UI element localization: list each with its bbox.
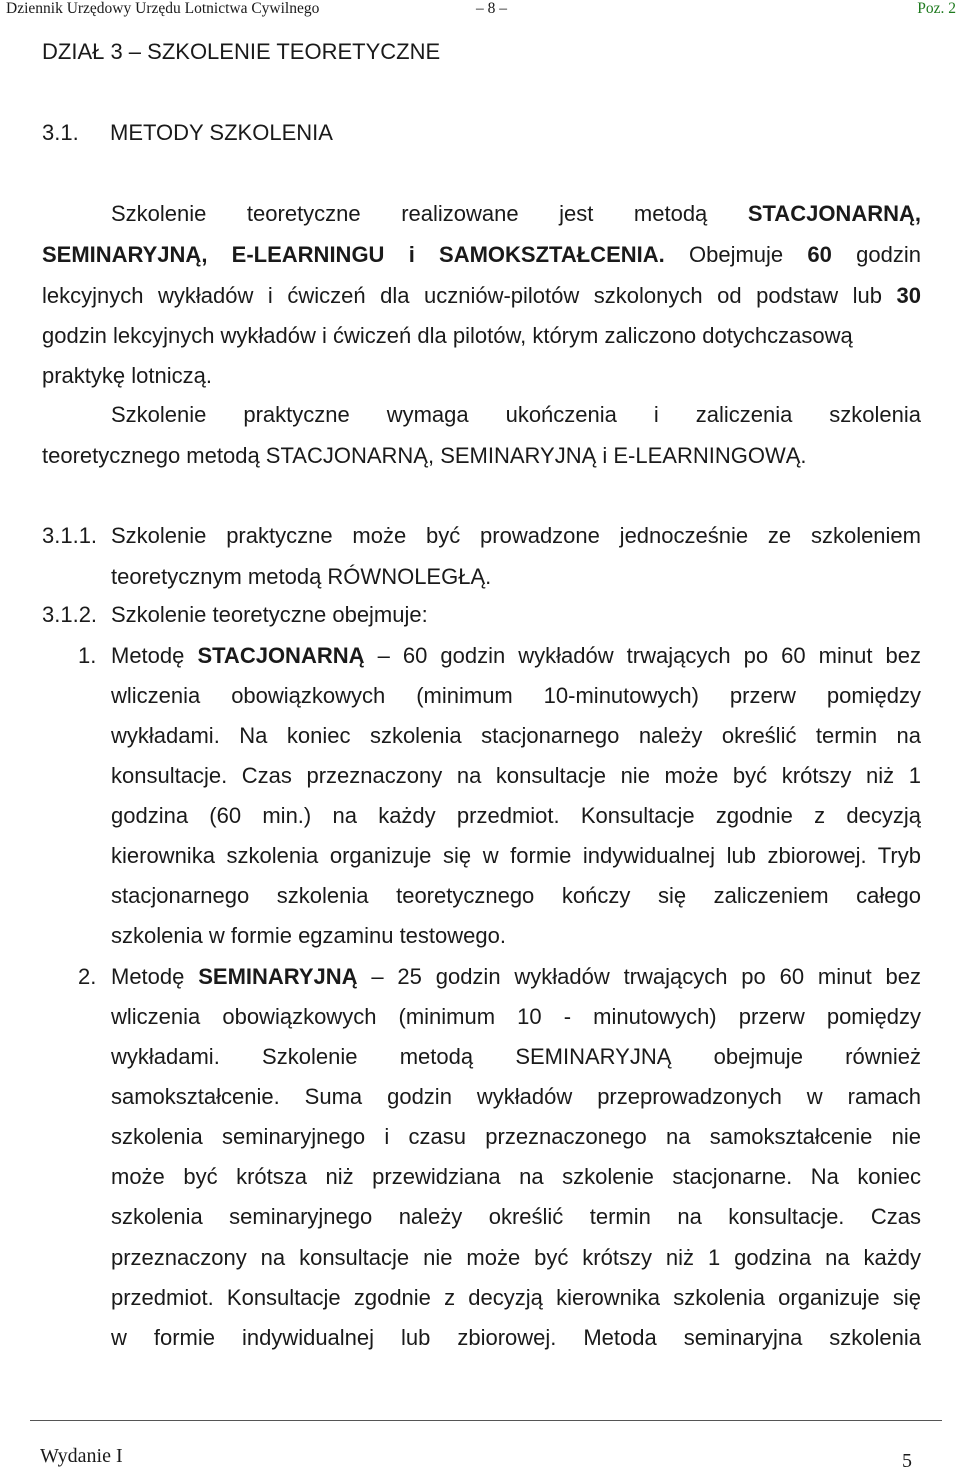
methods-list: SEMINARYJNĄ, E-LEARNINGU i SAMOKSZTAŁCENIA. — [42, 242, 665, 267]
hours-number: 60 — [807, 242, 832, 267]
text-line: kierownika szkolenia organizuje się w formie indywidualnej lub zbiorowej. Tryb — [111, 843, 921, 868]
word: metodą — [633, 201, 708, 226]
word: realizowane — [401, 201, 519, 226]
text-line: wliczenia obowiązkowych (minimum 10 - minutowych) przerw pomiędzy — [111, 1004, 921, 1029]
word: teoretyczne — [246, 201, 361, 226]
method-name: SEMINARYJNĄ — [198, 964, 358, 989]
journal-title: Dziennik Urzędowy Urzędu Lotnictwa Cywilnego — [6, 0, 320, 17]
hours-number: 30 — [896, 283, 921, 308]
line-text: – 25 godzin wykładów trwających po 60 minut bez — [371, 964, 921, 989]
text-line: stacjonarnego szkolenia teoretycznego kończy się zaliczeniem całego — [111, 883, 921, 908]
text-line — [42, 241, 921, 269]
section-title: DZIAŁ 3 – SZKOLENIE TEORETYCZNE — [42, 39, 441, 64]
method-name: STACJONARNĄ — [197, 643, 365, 668]
text-line: wykładami. Na koniec szkolenia stacjonarnego należy określić termin na — [111, 723, 921, 748]
text-line: Szkolenie teoretyczne obejmuje: — [111, 602, 428, 627]
text-line — [111, 642, 921, 670]
line-text: – 60 godzin wykładów trwających po 60 minut bez — [377, 643, 921, 668]
text-line: konsultacje. Czas przeznaczony na konsultacje nie może być krótszy niż 1 — [111, 763, 921, 788]
text-line: może być krótsza niż przewidziana na szkolenie stacjonarne. Na koniec — [111, 1164, 921, 1189]
page-header — [0, 0, 960, 22]
text-line: wliczenia obowiązkowych (minimum 10-minutowych) przerw pomiędzy — [111, 683, 921, 708]
text-line: w formie indywidualnej lub zbiorowej. Metoda seminaryjna szkolenia — [111, 1325, 921, 1350]
word: Metodę — [111, 964, 185, 989]
text-line: praktykę lotniczą. — [42, 363, 212, 388]
footer-divider — [30, 1420, 942, 1421]
list-number: 1. — [78, 643, 97, 668]
word: Szkolenie — [111, 201, 207, 226]
method-name: STACJONARNĄ, — [747, 201, 921, 226]
text-line: szkolenia w formie egzaminu testowego. — [111, 923, 506, 948]
subsection-title — [42, 120, 333, 146]
list-number: 2. — [78, 964, 97, 989]
text-line: samokształcenie. Suma godzin wykładów przeprowadzonych w ramach — [111, 1084, 921, 1109]
text-line: przeznaczony na konsultacje nie może być krótszy niż 1 godzina na każdy — [111, 1245, 921, 1270]
text-line: godzina (60 min.) na każdy przedmiot. Konsultacje zgodnie z decyzją — [111, 803, 921, 828]
text-line: godzin lekcyjnych wykładów i ćwiczeń dla pilotów, którym zaliczono dotychczasową — [42, 323, 853, 348]
text-line: szkolenia seminaryjnego i czasu przeznaczonego na samokształcenie nie — [111, 1124, 921, 1149]
text-line: Szkolenie praktyczne wymaga ukończenia i zaliczenia szkolenia — [111, 402, 921, 427]
word: Obejmuje — [689, 242, 784, 267]
text-line: teoretycznego metodą STACJONARNĄ, SEMINARYJNĄ i E-LEARNINGOWĄ. — [42, 443, 807, 468]
edition-label: Wydanie I — [40, 1445, 123, 1467]
position-number: Poz. 2 — [917, 0, 956, 17]
line-text: lekcyjnych wykładów i ćwiczeń dla uczniów-pilotów szkolonych od podstaw lub — [42, 283, 882, 308]
text-line: przedmiot. Konsultacje zgodnie z decyzją kierownika szkolenia organizuje się — [111, 1285, 921, 1310]
text-line: wykładami. Szkolenie metodą SEMINARYJNĄ obejmuje również — [111, 1044, 921, 1069]
text-line: teoretycznym metodą RÓWNOLEGŁĄ. — [111, 564, 492, 589]
word: godzin — [856, 242, 921, 267]
subsection-number: 3.1. — [42, 120, 79, 145]
paragraph-number: 3.1.2. — [42, 602, 98, 627]
text-line — [42, 282, 921, 310]
text-line: szkolenia seminaryjnego należy określić termin na konsultacje. Czas — [111, 1204, 921, 1229]
page-marker: – 8 – — [476, 0, 507, 17]
word: Metodę — [111, 643, 185, 668]
text-line — [111, 200, 921, 228]
text-line: Szkolenie praktyczne może być prowadzone jednocześnie ze szkoleniem — [111, 523, 921, 548]
text-line — [111, 963, 921, 991]
paragraph-number: 3.1.1. — [42, 523, 98, 548]
word: jest — [559, 201, 594, 226]
page-number: 5 — [902, 1450, 912, 1472]
subsection-name: METODY SZKOLENIA — [110, 120, 333, 145]
